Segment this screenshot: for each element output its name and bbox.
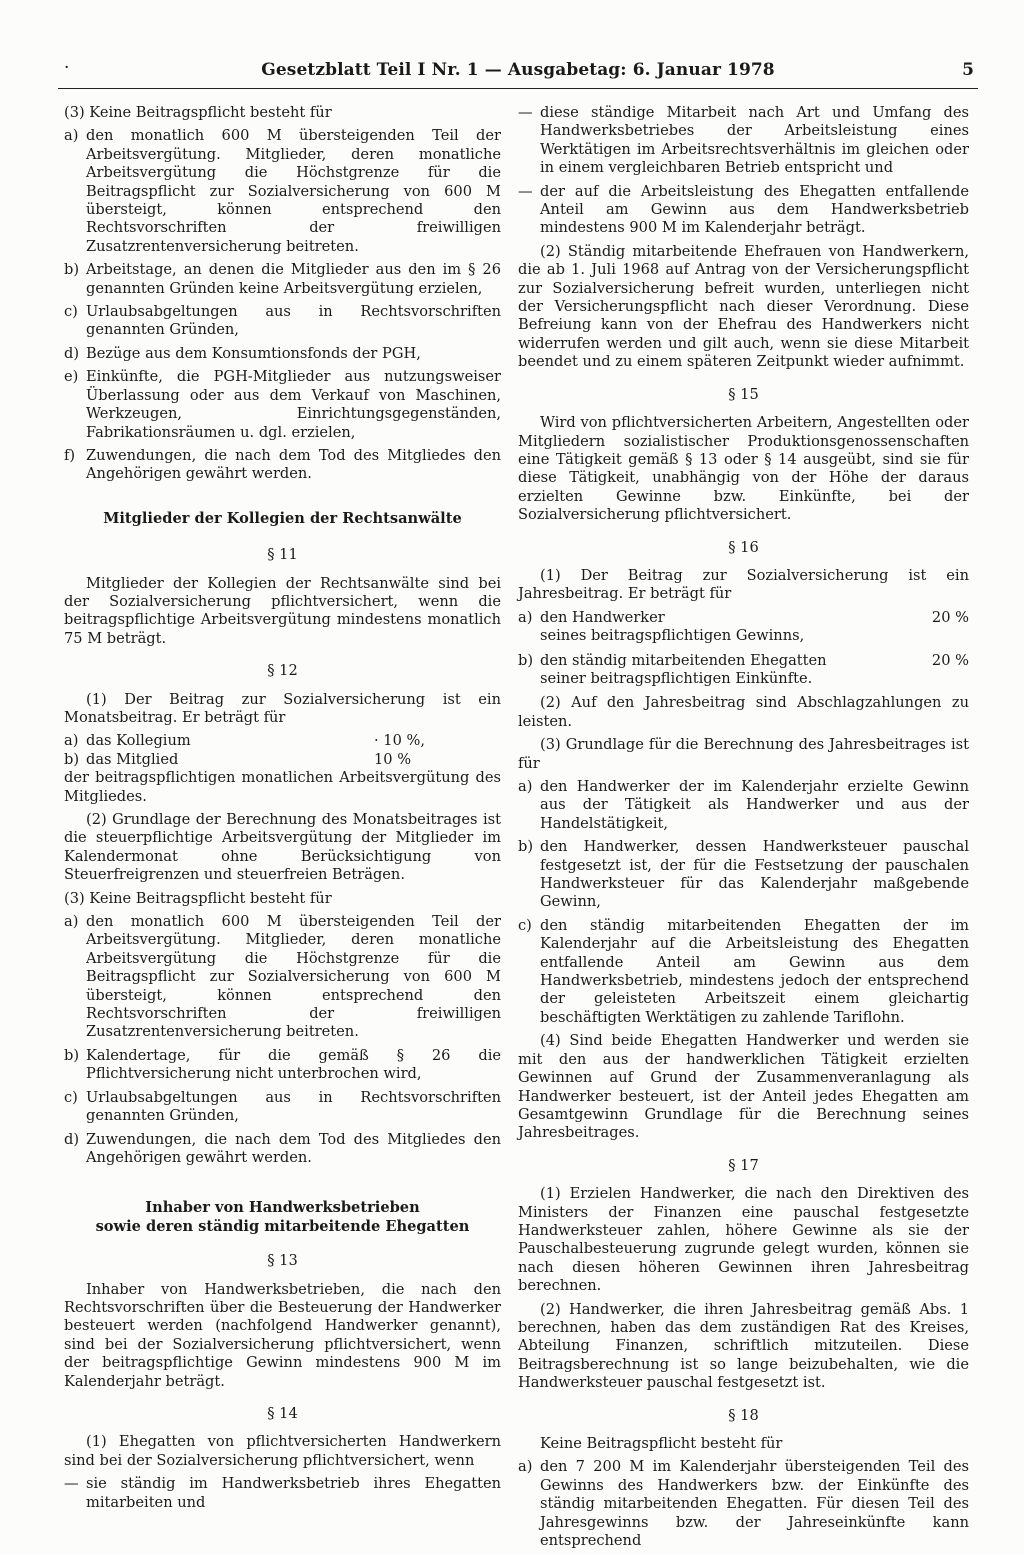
section-16-p4: (4) Sind beide Ehegatten Handwerker und werden sie mit den aus der handwerklichen Tätigkeit erzielten Gewinnen auf Grund der Zusammenveranlagung als Handwerker besteuert, ist der Anteil jedes Ehegatten am Gesamtgewinn Grundlage für die Berechnung seines Jahresbeitrages. — [518, 1032, 969, 1142]
rate-value: 20 % — [931, 608, 969, 626]
rate-row — [64, 732, 501, 750]
list-item — [64, 1131, 501, 1168]
list-marker: a) — [518, 778, 533, 795]
list-text: den 7 200 M im Kalenderjahr übersteigenden Teil des Gewinns des Handwerkers bzw. der Einkünfte des ständig mitarbeitenden Ehegatten. Für diesen Teil des Jahresgewinns bzw. der Jahreseinkünfte kann entsprechend — [540, 1458, 969, 1550]
rate-marker: b) — [64, 750, 80, 768]
list-text: den ständig mitarbeitenden Ehegatten der im Kalenderjahr auf die Arbeitsleistung des Ehegatten entfallende Anteil am Gewinn aus dem Handwerksbetrieb, mindestens jedoch der entsprechend der geleisteten Arbeitszeit einem gleichartig beschäftigten Werktätigen zu zahlende Tariflohn. — [540, 916, 969, 1026]
paragraph-3-intro: (3) Keine Beitragspflicht besteht für — [64, 104, 332, 121]
section-16-p2: (2) Auf den Jahresbeitrag sind Abschlagzahlungen zu leisten. — [518, 694, 969, 730]
page-title: Gesetzblatt Teil I Nr. 1 — Ausgabetag: 6. Januar 1978 — [261, 60, 775, 80]
rate-marker: b) — [518, 651, 534, 669]
list-marker: d) — [64, 344, 80, 362]
list-text: den Handwerker, dessen Handwerksteuer pauschal festgesetzt ist, der für die Festsetzung der pauschalen Handwerksteuer für das Kalenderjahr maßgebende Gewinn, — [540, 838, 969, 911]
rate-label: den Handwerker — [540, 608, 665, 626]
dash-marker: — — [518, 104, 533, 121]
list-text: Kalendertage, für die gemäß § 26 die Pflichtversicherung nicht unterbrochen wird, — [86, 1046, 501, 1083]
dash-text: diese ständige Mitarbeit nach Art und Umfang des Handwerksbetriebes der Arbeitsleistung eines Werktätigen im Arbeitsrechtsverhältnis im gleichen oder in einem vergleichbaren Betrieb entspricht und — [540, 104, 969, 177]
list-text: Zuwendungen, die nach dem Tod des Mitgliedes den Angehörigen gewährt werden. — [86, 1130, 501, 1166]
list-s16-p3 — [518, 778, 969, 1027]
list-marker: a) — [518, 1458, 533, 1476]
list-item — [64, 345, 501, 363]
section-12-rates — [64, 732, 501, 769]
rate-row — [64, 751, 501, 769]
list-marker: f) — [64, 446, 76, 464]
list-text: den Handwerker der im Kalenderjahr erzielte Gewinn aus der Tätigkeit als Handwerker und aus der Handelstätigkeit, — [540, 778, 969, 832]
list-item — [64, 303, 501, 340]
list-item — [518, 778, 969, 833]
rate-value: 10 % — [374, 750, 412, 768]
list-item — [518, 1458, 969, 1550]
dash-text: der auf die Arbeitsleistung des Ehegatten entfallende Anteil am Gewinn aus dem Handwerksbetrieb mindestens 900 M im Kalenderjahr beträgt. — [540, 182, 969, 237]
list-item — [64, 1047, 501, 1084]
section-heading-kollegien: Mitglieder der Kollegien der Rechtsanwälte — [103, 509, 462, 527]
section-17-p2: (2) Handwerker, die ihren Jahresbeitrag gemäß Abs. 1 berechnen, haben das dem zuständigen Rat des Kreises, Abteilung Finanzen, schriftlich mitzuteilen. Diese Beitragsberechnung ist so lange beizubehalten, wie die Handwerksteuer pauschal festgesetzt ist. — [518, 1300, 969, 1392]
dash-marker: — — [518, 182, 533, 200]
list-item — [64, 447, 501, 484]
rate-value: 20 % — [931, 651, 969, 669]
section-16-title: § 16 — [728, 538, 759, 556]
list-p3 — [64, 127, 501, 483]
list-item — [64, 1089, 501, 1126]
heading-line: sowie deren ständig mitarbeitende Ehegatten — [95, 1217, 470, 1235]
section-16-p3-intro: (3) Grundlage für die Berechnung des Jahresbeitrages ist für — [518, 736, 969, 772]
section-18-intro: Keine Beitragspflicht besteht für — [540, 1435, 783, 1452]
rate-subline: seiner beitragspflichtigen Einkünfte. — [540, 669, 813, 687]
list-marker: c) — [64, 1088, 78, 1106]
section-16-rates — [518, 609, 969, 689]
list-marker: b) — [64, 261, 80, 279]
section-17-p1: (1) Erzielen Handwerker, die nach den Direktiven des Ministers der Finanzen eine pauschal festgesetzte Handwerksteuer zahlen, höhere Gewinne als sie der Pauschalbesteuerung zugrunde gelegt wurden, können sie nach diesen höheren Gewinnen ihren Jahresbeitrag berechnen. — [518, 1185, 969, 1295]
list-item — [64, 913, 501, 1042]
list-item — [64, 127, 501, 256]
list-text: Arbeitstage, an denen die Mitglieder aus den im § 26 genannten Gründen keine Arbeitsvergütung erzielen, — [86, 261, 501, 297]
list-s12-p3 — [64, 913, 501, 1167]
section-11-title: § 11 — [267, 546, 298, 564]
list-marker: b) — [64, 1046, 80, 1064]
dash-item — [518, 104, 969, 178]
header-dot: · — [64, 58, 70, 78]
left-column — [64, 104, 501, 1517]
section-14-p1: (1) Ehegatten von pflichtversicherten Handwerkern sind bei der Sozialversicherung pflichtversichert, wenn — [64, 1433, 501, 1469]
section-16-p1: (1) Der Beitrag zur Sozialversicherung ist ein Jahresbeitrag. Er beträgt für — [518, 566, 969, 603]
section-17-title: § 17 — [728, 1156, 759, 1174]
section-18-title: § 18 — [728, 1406, 759, 1424]
list-text: Zuwendungen, die nach dem Tod des Mitgliedes den Angehörigen gewährt werden. — [86, 446, 501, 483]
list-marker: a) — [64, 913, 79, 931]
rate-row — [518, 609, 969, 627]
list-item — [64, 261, 501, 298]
section-14-p2: (2) Ständig mitarbeitende Ehefrauen von Handwerkern, die ab 1. Juli 1968 auf Antrag von der Versicherungspflicht zur Sozialversicherung befreit wurden, unterliegen nicht der Versicherungspflicht nach dieser Verordnung. Diese Befreiung kann von der Ehefrau des Handwerkers nicht widerrufen werden und gilt auch, wenn sie diese Mitarbeit beendet und zu einem späteren Zeitpunkt wieder aufnimmt. — [518, 242, 969, 371]
section-13-title: § 13 — [267, 1252, 298, 1270]
section-14-title: § 14 — [267, 1404, 298, 1422]
list-marker: e) — [64, 368, 79, 386]
list-text: den monatlich 600 M übersteigenden Teil der Arbeitsvergütung. Mitglieder, deren monatliche Arbeitsvergütung die Höchstgrenze für die Beitragspflicht zur Sozialversicherung von 600 M übersteigt, können entsprechend den Rechtsvorschriften der freiwilligen Zusatzrentenversicherung beitreten. — [86, 127, 501, 255]
dash-text: sie ständig im Handwerksbetrieb ihres Ehegatten mitarbeiten und — [86, 1475, 501, 1511]
rate-subline: seines beitragspflichtigen Gewinns, — [540, 627, 805, 645]
section-15-title: § 15 — [728, 385, 759, 403]
section-12-p2: (2) Grundlage der Berechnung des Monatsbeitrages ist die steuerpflichtige Arbeitsvergütung der Mitglieder im Kalendermonat ohne Berücksichtigung von Steuerfreigrenzen und steuerfreien Beträgen. — [64, 811, 501, 884]
list-text: Urlaubsabgeltungen aus in Rechtsvorschriften genannten Gründen, — [86, 1088, 501, 1125]
heading-line: Inhaber von Handwerksbetrieben — [145, 1199, 420, 1217]
rate-label: das Kollegium — [86, 732, 191, 750]
list-text: Einkünfte, die PGH-Mitglieder aus nutzungsweiser Überlassung oder aus dem Verkauf von Maschinen, Werkzeugen, Einrichtungsgegenständen, Fabrikationsräumen u. dgl. erzielen, — [86, 368, 501, 441]
list-item — [518, 917, 969, 1027]
list-item — [518, 838, 969, 912]
section-13-text: Inhaber von Handwerksbetrieben, die nach den Rechtsvorschriften über die Besteuerung der Handwerker besteuert werden (nachfolgend Handwerker genannt), sind bei der Sozialversicherung pflichtversichert, wenn der beitragspflichtige Gewinn mindestens 900 M im Kalenderjahr beträgt. — [64, 1280, 501, 1390]
list-marker: b) — [518, 838, 534, 856]
right-column — [518, 104, 969, 1555]
rate-label: den ständig mitarbeitenden Ehegatten — [540, 651, 827, 669]
rate-label: das Mitglied — [86, 750, 179, 768]
rate-marker: a) — [518, 608, 533, 626]
list-text: Bezüge aus dem Konsumtionsfonds der PGH, — [86, 344, 421, 362]
rate-row — [518, 652, 969, 670]
section-15-text: Wird von pflichtversicherten Arbeitern, Angestellten oder Mitgliedern sozialistischer Produktionsgenossenschaften eine Tätigkeit gemäß § 13 oder § 14 ausgeübt, sind sie für diese Tätigkeit, unabhängig von der Höhe der daraus erzielten Gewinne bzw. Einkünfte, bei der Sozialversicherung pflichtversichert. — [518, 414, 969, 524]
page-header — [58, 58, 978, 89]
list-marker: d) — [64, 1130, 80, 1148]
section-12-p1: (1) Der Beitrag zur Sozialversicherung ist ein Monatsbeitrag. Er beträgt für — [64, 690, 501, 726]
section-12-p1-tail: der beitragspflichtigen monatlichen Arbeitsvergütung des Mitgliedes. — [64, 769, 501, 805]
dash-item — [64, 1475, 501, 1512]
section-12-p3-intro: (3) Keine Beitragspflicht besteht für — [64, 889, 332, 907]
section-12-title: § 12 — [267, 662, 298, 680]
list-marker: c) — [64, 303, 78, 321]
rate-value: · 10 %, — [374, 732, 425, 750]
section-11-text: Mitglieder der Kollegien der Rechtsanwälte sind bei der Sozialversicherung pflichtversichert, wenn die beitragspflichtige Arbeitsvergütung mindestens monatlich 75 M beträgt. — [64, 574, 501, 647]
dash-item — [518, 183, 969, 238]
rate-marker: a) — [64, 732, 79, 750]
list-item — [64, 368, 501, 442]
list-marker: a) — [64, 127, 79, 145]
section-heading-handwerk — [64, 1199, 501, 1236]
dash-marker: — — [64, 1475, 79, 1493]
list-text: den monatlich 600 M übersteigenden Teil der Arbeitsvergütung. Mitglieder, deren monatliche Arbeitsvergütung die Höchstgrenze für die Beitragspflicht zur Sozialversicherung von 600 M übersteigt, können entsprechend den Rechtsvorschriften der freiwilligen Zusatzrentenversicherung beitreten. — [86, 913, 501, 1041]
page-number: 5 — [962, 60, 974, 80]
list-marker: c) — [518, 916, 532, 934]
list-text: Urlaubsabgeltungen aus in Rechtsvorschriften genannten Gründen, — [86, 303, 501, 339]
